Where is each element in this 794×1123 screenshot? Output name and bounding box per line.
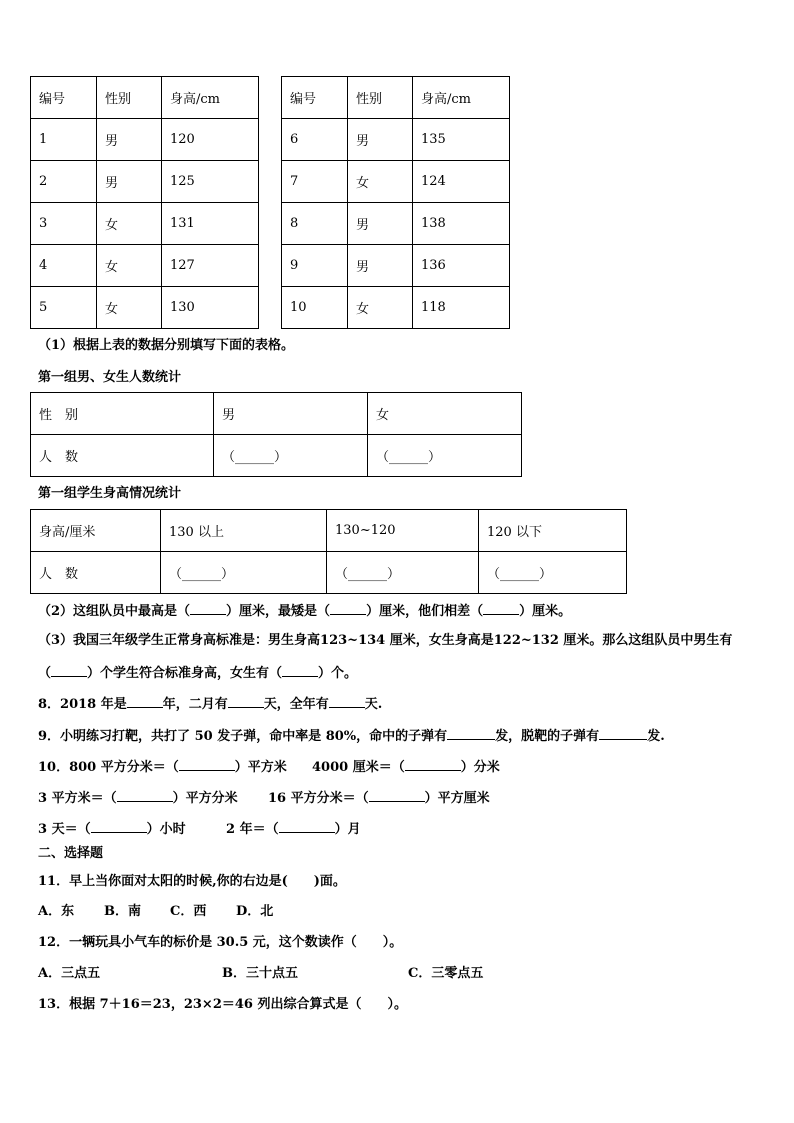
cell-id: 10 xyxy=(282,287,348,329)
conversion-blank[interactable] xyxy=(369,789,425,802)
misses-blank[interactable] xyxy=(599,727,647,740)
above-130-label: 130 以上 xyxy=(161,510,327,552)
cell-id: 7 xyxy=(282,161,348,203)
q10-line2-right: 16 平方分米＝（ ）平方厘米 xyxy=(268,791,490,806)
q11-stem: 11．早上当你面对太阳的时候,你的右边是( )面。 xyxy=(38,874,346,889)
q11-option-b[interactable]: B．南 xyxy=(104,904,141,919)
cell-height: 135 xyxy=(413,119,510,161)
q9-line: 9．小明练习打靶，共打了 50 发子弹，命中率是 80%，命中的子弹有 发，脱靶的子弹有 发. xyxy=(38,729,665,744)
count-label: 人 数 xyxy=(31,552,161,594)
conversion-blank[interactable] xyxy=(405,758,461,771)
february-days-blank[interactable] xyxy=(228,695,264,708)
male-label: 男 xyxy=(214,393,368,435)
year-type-blank[interactable] xyxy=(127,695,163,708)
section-choice-title: 二、选择题 xyxy=(38,846,104,861)
cell-gender: 女 xyxy=(97,245,162,287)
cell-id: 3 xyxy=(31,203,97,245)
q10-line2: 3 平方米＝（ ）平方分米 xyxy=(38,791,238,806)
header-height: 身高/cm xyxy=(162,77,259,119)
q12-stem: 12．一辆玩具小气车的标价是 30.5 元，这个数读作（ ）。 xyxy=(38,935,403,950)
height-data-table xyxy=(30,76,510,329)
table-row xyxy=(31,287,510,329)
cell-gender: 女 xyxy=(348,287,413,329)
q10-line3: 3 天＝（ ）小时 xyxy=(38,822,186,837)
table-row xyxy=(31,245,510,287)
cell-id: 4 xyxy=(31,245,97,287)
cell-height: 131 xyxy=(162,203,259,245)
shortest-blank[interactable] xyxy=(330,602,366,615)
table-gap xyxy=(259,245,282,287)
conversion-blank[interactable] xyxy=(91,820,147,833)
gender-table-caption: 第一组男、女生人数统计 xyxy=(38,370,182,385)
range-130-120-blank[interactable]: （______） xyxy=(327,552,479,594)
q3-line2: （ ）个学生符合标准身高，女生有（ ）个。 xyxy=(38,666,358,681)
cell-id: 5 xyxy=(31,287,97,329)
cell-height: 120 xyxy=(162,119,259,161)
year-days-blank[interactable] xyxy=(329,695,365,708)
height-stats-table xyxy=(30,509,627,594)
cell-height: 138 xyxy=(413,203,510,245)
cell-id: 2 xyxy=(31,161,97,203)
cell-gender: 女 xyxy=(348,161,413,203)
table-gap xyxy=(259,119,282,161)
cell-gender: 男 xyxy=(348,203,413,245)
conversion-blank[interactable] xyxy=(117,789,173,802)
table-gap xyxy=(259,287,282,329)
conversion-blank[interactable] xyxy=(179,758,235,771)
header-gender: 性别 xyxy=(348,77,413,119)
table-row xyxy=(31,161,510,203)
below-120-label: 120 以下 xyxy=(479,510,627,552)
gender-count-table xyxy=(30,392,522,477)
below-120-blank[interactable]: （______） xyxy=(479,552,627,594)
header-id: 编号 xyxy=(31,77,97,119)
cell-height: 118 xyxy=(413,287,510,329)
table-gap xyxy=(259,203,282,245)
hits-blank[interactable] xyxy=(447,727,495,740)
cell-height: 124 xyxy=(413,161,510,203)
q8-line: 8．2018 年是 年，二月有 天，全年有 天. xyxy=(38,697,383,712)
cell-id: 6 xyxy=(282,119,348,161)
q11-option-d[interactable]: D．北 xyxy=(236,904,274,919)
difference-blank[interactable] xyxy=(483,602,519,615)
cell-gender: 女 xyxy=(97,203,162,245)
girls-standard-blank[interactable] xyxy=(282,664,318,677)
height-label: 身高/厘米 xyxy=(31,510,161,552)
q12-option-a[interactable]: A．三点五 xyxy=(38,966,101,981)
male-count-blank[interactable]: （______） xyxy=(214,435,368,477)
cell-height: 127 xyxy=(162,245,259,287)
q10-line3-right: 2 年＝（ ）月 xyxy=(226,822,361,837)
q10-line1: 10．800 平方分米＝（ ）平方米 xyxy=(38,760,287,775)
cell-height: 125 xyxy=(162,161,259,203)
q10-line1-right: 4000 厘米＝（ ）分米 xyxy=(312,760,500,775)
table-gap xyxy=(259,77,282,119)
table-row xyxy=(31,203,510,245)
q2-line: （2）这组队员中最高是（ ）厘米，最矮是（ ）厘米，他们相差（ ）厘米。 xyxy=(38,604,572,619)
cell-gender: 男 xyxy=(348,245,413,287)
header-gender: 性别 xyxy=(97,77,162,119)
female-count-blank[interactable]: （______） xyxy=(368,435,522,477)
gender-label: 性 别 xyxy=(31,393,214,435)
q1-instruction: （1）根据上表的数据分别填写下面的表格。 xyxy=(38,338,295,353)
cell-height: 130 xyxy=(162,287,259,329)
q11-option-c[interactable]: C．西 xyxy=(170,904,207,919)
cell-id: 1 xyxy=(31,119,97,161)
q13-stem: 13．根据 7＋16＝23，23×2＝46 列出综合算式是（ ）。 xyxy=(38,997,407,1012)
height-table-caption: 第一组学生身高情况统计 xyxy=(38,486,182,501)
conversion-blank[interactable] xyxy=(279,820,335,833)
cell-height: 136 xyxy=(413,245,510,287)
count-label: 人 数 xyxy=(31,435,214,477)
tallest-blank[interactable] xyxy=(190,602,226,615)
cell-gender: 男 xyxy=(97,161,162,203)
q11-option-a[interactable]: A．东 xyxy=(38,904,75,919)
table-row xyxy=(31,119,510,161)
q12-option-b[interactable]: B．三十点五 xyxy=(222,966,298,981)
cell-gender: 女 xyxy=(97,287,162,329)
cell-id: 8 xyxy=(282,203,348,245)
boys-standard-blank[interactable] xyxy=(51,664,87,677)
above-130-blank[interactable]: （______） xyxy=(161,552,327,594)
female-label: 女 xyxy=(368,393,522,435)
header-id: 编号 xyxy=(282,77,348,119)
header-height: 身高/cm xyxy=(413,77,510,119)
range-130-120-label: 130~120 xyxy=(327,510,479,552)
q12-option-c[interactable]: C．三零点五 xyxy=(408,966,484,981)
q3-line1: （3）我国三年级学生正常身高标准是：男生身高123~134 厘米，女生身高是122~132 厘米。那么这组队员中男生有 xyxy=(38,633,733,648)
cell-gender: 男 xyxy=(348,119,413,161)
cell-gender: 男 xyxy=(97,119,162,161)
cell-id: 9 xyxy=(282,245,348,287)
table-gap xyxy=(259,161,282,203)
